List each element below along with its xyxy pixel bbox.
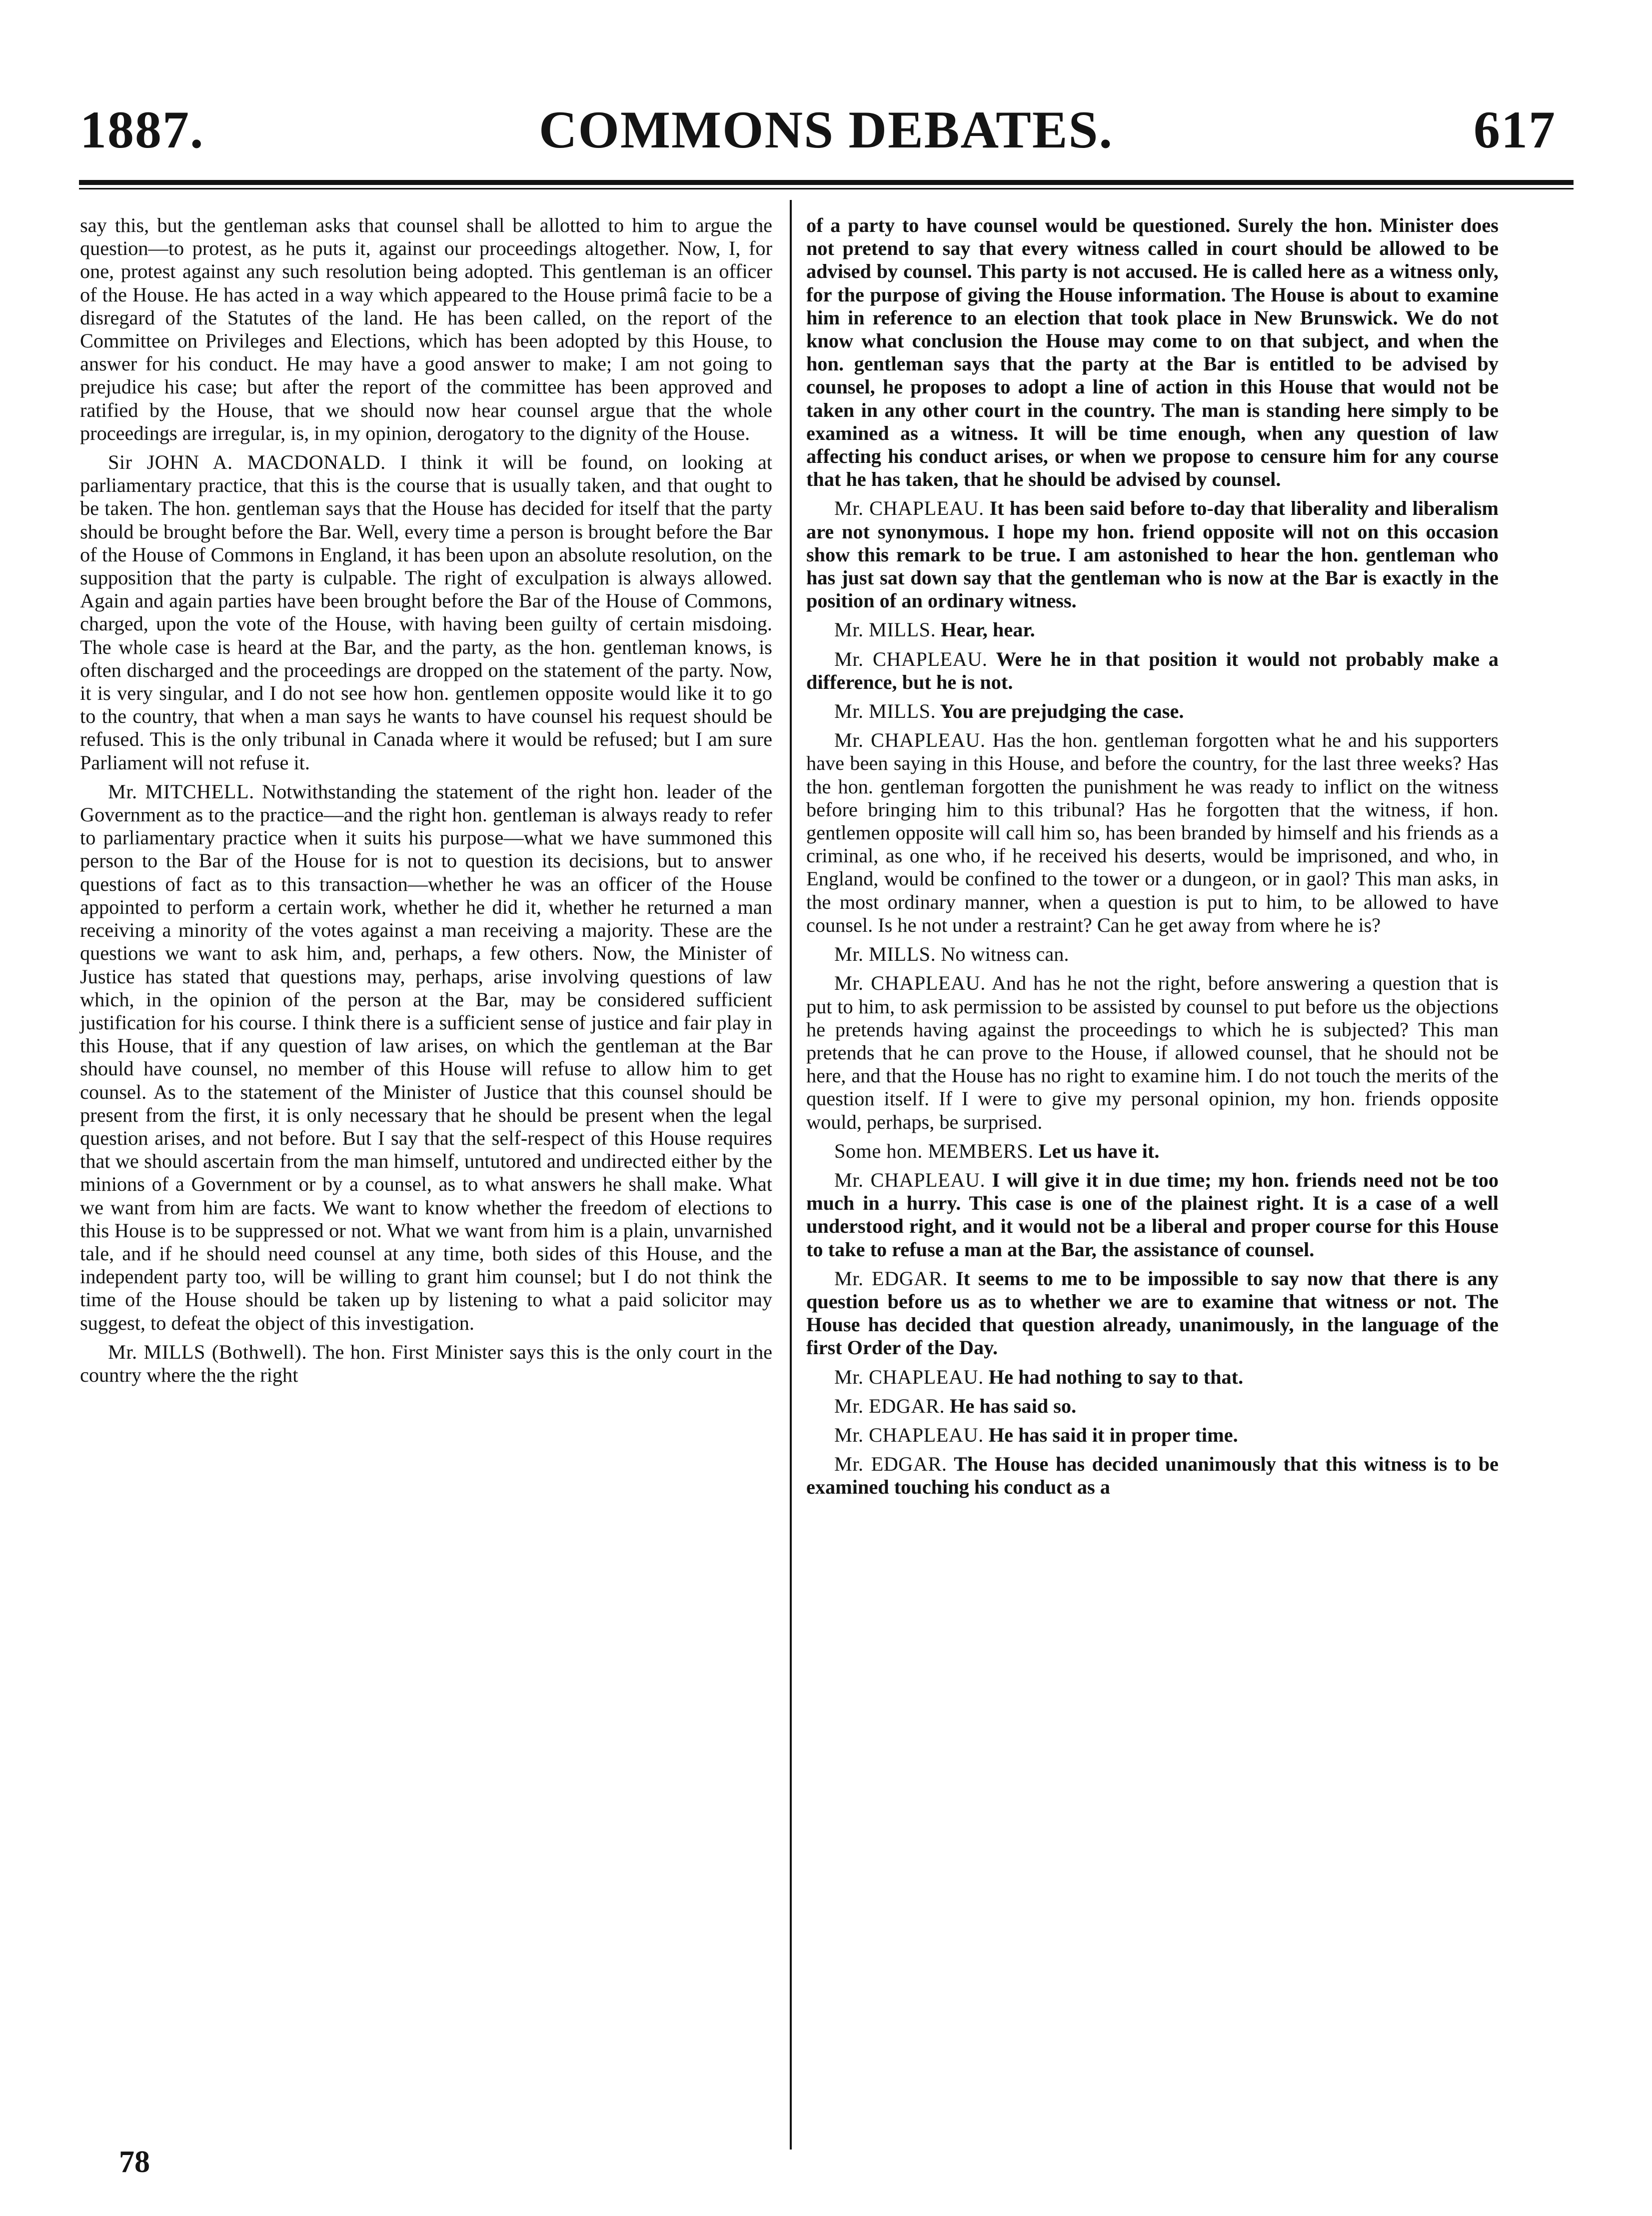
paragraph — [806, 618, 1499, 641]
paragraph-text: Were he in that position it would not probably make a difference, but he is not. — [806, 647, 1499, 693]
speaker-name: Mr. CHAPLEAU. — [834, 1423, 984, 1446]
paragraph-text: He had nothing to say to that. — [988, 1365, 1244, 1388]
speaker-name: Mr. MILLS. — [834, 700, 936, 723]
paragraph-text: He has said so. — [950, 1394, 1077, 1417]
paragraph-text: Let us have it. — [1038, 1139, 1160, 1162]
left-column — [80, 214, 772, 1393]
paragraph — [806, 1140, 1499, 1163]
paragraph-text: You are prejudging the case. — [940, 700, 1184, 723]
speaker-name: Mr. EDGAR. — [834, 1267, 948, 1290]
paragraph-text: And has he not the right, before answering a question that is put to him, to ask permission to be assisted by counsel to put before us the objections he pretends having against the proceedings to which he is subjected? This man pretends that he can prove to the House, if allowed counsel, that he should not be here, and that the House has no right to examine him. I do not touch the merits of the question itself. If I were to give my personal opinion, my hon. friends opposite would, perhaps, be surprised. — [806, 972, 1499, 1133]
paragraph-text: Hear, hear. — [941, 618, 1035, 641]
speaker-name: Mr. MILLS (Bothwell). — [108, 1340, 307, 1363]
paragraph — [806, 214, 1499, 491]
paragraph-text: No witness can. — [941, 943, 1069, 966]
speaker-name: Mr. CHAPLEAU. — [834, 1365, 984, 1388]
paragraph — [806, 700, 1499, 723]
paragraph-text: It has been said before to-day that liberality and liberalism are not synonymous. I hope my hon. friend opposite will not on this occasion show this remark to be true. I am astonished to hear the hon. gentleman who has just sat down say that the gentleman who is now at the Bar is exactly in the position of an ordinary witness. — [806, 497, 1499, 612]
speaker-name: Mr. MILLS. — [834, 618, 936, 641]
header-rule-thin — [79, 188, 1574, 189]
paragraph-text: Has the hon. gentleman forgotten what he and his supporters have been saying in this House, and before the country, for the last three weeks? Has the hon. gentleman forgotten the punishment he was ready to inflict on the witness before bringing him to this tribunal? Has he forgotten that the witness, if hon. gentlemen opposite will call him so, has been branded by himself and his friends as a criminal, as one who, if he received his deserts, would be imprisoned, and who, in England, would be confined to the tower or a dungeon, or in gaol? This man asks, in the most ordinary manner, when a question is put to him, to be allowed to have counsel. Is he not under a restraint? Can he get away from where he is? — [806, 729, 1499, 936]
header-rule-thick — [79, 180, 1574, 185]
paragraph — [806, 1366, 1499, 1389]
paragraph — [806, 1169, 1499, 1261]
paragraph-text: The hon. First Minister says this is the only court in the country where the the right — [80, 1340, 772, 1386]
speaker-name: Mr. CHAPLEAU. — [834, 497, 984, 520]
header-year: 1887. — [80, 100, 204, 159]
paragraph — [806, 648, 1499, 694]
speaker-name: Mr. CHAPLEAU. — [834, 1168, 986, 1191]
paragraph — [806, 1395, 1499, 1418]
paragraph — [806, 1424, 1499, 1447]
paragraph — [80, 780, 772, 1335]
paragraph — [80, 1341, 772, 1387]
speaker-name: Mr. MITCHELL. — [108, 780, 254, 803]
paragraph — [806, 943, 1499, 966]
speaker-name: Mr. CHAPLEAU. — [834, 729, 986, 752]
paragraph-text: I will give it in due time; my hon. friends need not be too much in a hurry. This case is one of the plainest right. It is a case of a well understood right, and it would not be a liberal and proper course for this House to take to refuse a man at the Bar, the assistance of counsel. — [806, 1168, 1499, 1261]
paragraph — [806, 729, 1499, 937]
paragraph-text: say this, but the gentleman asks that counsel shall be allotted to him to argue the question—to protest, as he puts it, against our proceedings altogether. Now, I, for one, protest against any such resolution being adopted. This gentleman is an officer of the House. He has acted in a way which appeared to the House primâ facie to be a disregard of the Statutes of the land. He has been called, on the report of the Committee on Privileges and Elections, which has been adopted by this House, to answer for his conduct. He may have a good answer to make; I am not going to prejudice his case; but after the report of the committee has been approved and ratified by the House, that we should now hear counsel argue that the whole proceedings are irregular, is, in my opinion, derogatory to the dignity of the House. — [80, 214, 772, 444]
paragraph — [80, 214, 772, 445]
paragraph — [806, 972, 1499, 1133]
speaker-name: Mr. EDGAR. — [834, 1453, 947, 1476]
paragraph-text: I think it will be found, on looking at parliamentary practice, that this is the course that is usually taken, and that ought to be taken. The hon. gentleman says that the House has decided for itself that the party should be brought before the Bar. Well, every time a person is brought before the Bar of the House of Commons in England, it has been upon an absolute resolution, on the supposition that the party is culpable. The right of exculpation is always allowed. Again and again parties have been brought before the Bar of the House of Commons, charged, upon the vote of the House, with having been guilty of certain misdoing. The whole case is heard at the Bar, and the party, as the hon. gentleman knows, is often discharged and the proceedings are dropped on the statement of the party. Now, it is very singular, and I do not see how hon. gentlemen opposite would like it to go to the country, that when a man says he wants to have counsel his request should be refused. This is the only tribunal in Canada where it would be refused; but I am sure Parliament will not refuse it. — [80, 451, 772, 774]
paragraph — [806, 1453, 1499, 1499]
speaker-name: Mr. MILLS. — [834, 943, 936, 966]
speaker-name: Sir JOHN A. MACDONALD. — [108, 451, 386, 474]
header-page-number: 617 — [1474, 100, 1556, 159]
right-column — [806, 214, 1499, 1505]
speaker-name: Mr. CHAPLEAU. — [834, 647, 988, 670]
paragraph-text: He has said it in proper time. — [988, 1423, 1238, 1446]
paragraph-text: The House has decided unanimously that this witness is to be examined touching his conduct as a — [806, 1453, 1499, 1499]
paragraph-text: of a party to have counsel would be questioned. Surely the hon. Minister does not pretend to say that every witness called in court should be allowed to be advised by counsel. This party is not accused. He is called here as a witness only, for the purpose of giving the House information. The House is about to examine him in reference to an election that took place in New Brunswick. We do not know what conclusion the House may come to on that subject, and when the hon. gentleman says that the party at the Bar is entitled to be advised by counsel, he proposes to adopt a line of action in this House that would not be taken in any other court in the country. The man is standing here simply to be examined as a witness. It will be time enough, when any question of law affecting his conduct arises, or when we propose to censure him for any course that he has taken, that he should be advised by counsel. — [806, 214, 1499, 491]
header-title: COMMONS DEBATES. — [538, 100, 1114, 159]
paragraph — [80, 451, 772, 774]
speaker-name: Mr. CHAPLEAU. — [834, 972, 986, 995]
column-divider — [790, 200, 792, 2150]
paragraph — [806, 497, 1499, 612]
paragraph — [806, 1267, 1499, 1360]
speaker-name: Mr. EDGAR. — [834, 1394, 945, 1417]
signature-mark: 78 — [119, 2145, 150, 2179]
speaker-name: Some hon. MEMBERS. — [834, 1139, 1034, 1162]
paragraph-text: Notwithstanding the statement of the right hon. leader of the Government as to the practice—and the right hon. gentleman is always ready to refer to parliamentary practice when it suits his purpose—what we have summoned this person to the Bar of the House for is not to question its decisions, but to answer questions of fact as to this transaction—whether he was an officer of the House appointed to perform a certain work, whether he did it, whether he returned a man receiving a minority of the votes against a man receiving a majority. These are the questions we want to ask him, and, perhaps, a few others. Now, the Minister of Justice has stated that questions may, perhaps, arise involving questions of law which, in the opinion of the person at the Bar, may be considered sufficient justification for his course. I think there is a sufficient sense of justice and fair play in this House, that if any question of law arises, on which the gentleman at the Bar should have counsel, no member of this House will refuse to allow him to get counsel. As to the statement of the Minister of Justice that this counsel should be present from the first, it is only necessary that he should be present when the legal question arises, and not before. But I say that the self-respect of this House requires that we should ascertain from the man himself, untutored and undirected either by the minions of a Government or by a counsel, as to what answers he shall make. What we want from him are facts. We want to know whether the freedom of elections to this House is to be suppressed or not. What we want from him is a plain, unvarnished tale, and if he should need counsel at any time, both sides of this House, and the independent party too, will be willing to grant him counsel; but I do not think the time of the House should be taken up by listening to what a paid solicitor may suggest, to defeat the object of this investigation. — [80, 780, 772, 1334]
paragraph-text: It seems to me to be impossible to say now that there is any question before us as to whether we are to examine that witness or not. The House has decided that question already, unanimously, in the language of the first Order of the Day. — [806, 1267, 1499, 1359]
